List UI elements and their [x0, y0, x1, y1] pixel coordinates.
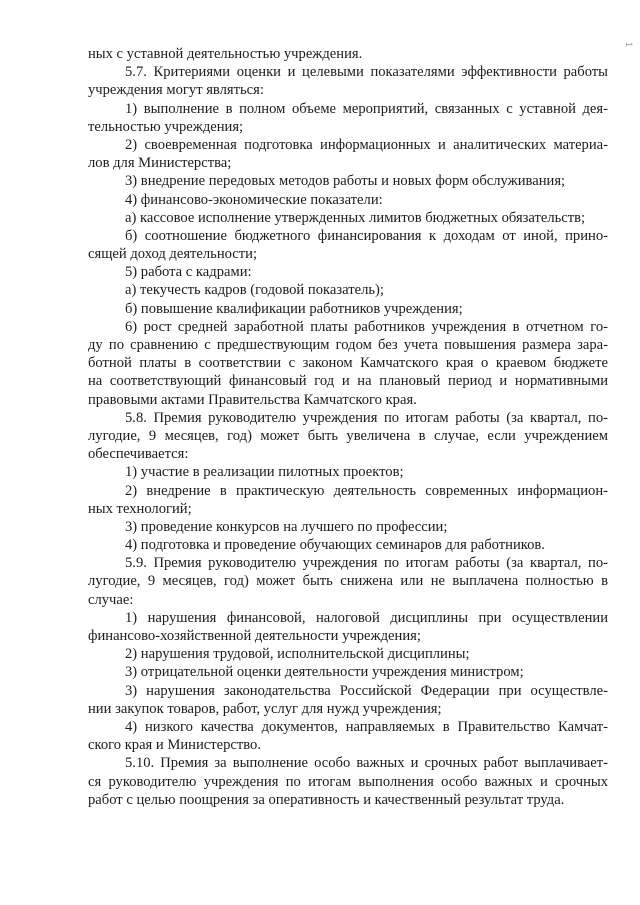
text-line: 6) рост средней заработной платы работников учреждения в отчетном го-	[125, 318, 608, 335]
text-line: лугодие, 9 месяцев, год) может быть увеличена в случае, если учреждением	[88, 427, 608, 444]
text-line: 3) нарушения законодательства Российской Федерации при осуществле-	[125, 682, 608, 699]
text-line: на соответствующий финансовый год и на плановый период и нормативными	[88, 373, 608, 390]
text-line: работ с целью поощрения за оперативность и качественный результат труда.	[88, 791, 565, 808]
text-line: а) текучесть кадров (годовой показатель);	[125, 282, 384, 299]
text-line: 5.8. Премия руководителю учреждения по итогам работы (за квартал, по-	[125, 409, 608, 426]
text-line: 3) проведение конкурсов на лучшего по профессии;	[125, 518, 448, 535]
text-line: 1) нарушения финансовой, налоговой дисциплины при осуществлении	[125, 609, 608, 626]
text-line: 5.9. Премия руководителю учреждения по итогам работы (за квартал, по-	[125, 555, 608, 572]
text-line: а) кассовое исполнение утвержденных лимитов бюджетных обязательств;	[125, 209, 586, 226]
text-line: 2) своевременная подготовка информационных и аналитических материа-	[125, 136, 608, 153]
text-line: тельностью учреждения;	[88, 118, 244, 135]
text-line: 3) отрицательной оценки деятельности учреждения министром;	[125, 664, 524, 681]
text-line: 3) внедрение передовых методов работы и новых форм обслуживания;	[125, 173, 566, 190]
text-line: ду по сравнению с предшествующим годом без учета повышения размера зара-	[88, 337, 608, 353]
text-line: 5.7. Критериями оценки и целевыми показателями эффективности работы	[125, 64, 608, 81]
text-line: 2) внедрение в практическую деятельность современных информацион-	[125, 482, 608, 499]
text-line: правовыми актами Правительства Камчатского края.	[88, 391, 417, 408]
text-line: ского края и Министерство.	[88, 737, 262, 754]
text-line: ся руководителю учреждения по итогам выполнения особо важных и срочных	[88, 773, 608, 790]
text-line: 5.10. Премия за выполнение особо важных и срочных работ выплачивает-	[125, 755, 608, 772]
text-line: б) повышение квалификации работников учреждения;	[125, 300, 463, 317]
text-line: ных технологий;	[88, 500, 192, 517]
text-line: 4) подготовка и проведение обучающих семинаров для работников.	[125, 537, 545, 554]
text-line: лов для Министерства;	[88, 155, 232, 172]
text-line: 2) нарушения трудовой, исполнительской дисциплины;	[125, 646, 470, 663]
text-line: 4) финансово-экономические показатели:	[125, 191, 383, 208]
text-line: 5) работа с кадрами:	[125, 264, 252, 281]
text-line: 4) низкого качества документов, направляемых в Правительство Камчат-	[125, 718, 608, 735]
margin-mark: 1	[624, 42, 634, 48]
document-page	[88, 45, 608, 809]
text-line: лугодие, 9 месяцев, год) может быть снижена или не выплачена полностью в	[88, 573, 608, 590]
text-line: сящей доход деятельности;	[88, 246, 258, 263]
text-line: 1) участие в реализации пилотных проектов;	[125, 464, 404, 481]
text-line: ботной платы в соответствии с законом Камчатского края о краевом бюджете	[88, 355, 608, 372]
text-line: обеспечивается:	[88, 446, 189, 463]
text-line: ных с уставной деятельностью учреждения.	[88, 46, 363, 62]
text-line: нии закупок товаров, работ, услуг для нужд учреждения;	[88, 700, 442, 717]
text-line: 1) выполнение в полном объеме мероприятий, связанных с уставной дея-	[125, 100, 608, 117]
text-line: учреждения могут являться:	[88, 82, 264, 99]
text-line: случае:	[88, 591, 134, 608]
text-line: б) соотношение бюджетного финансирования к доходам от иной, прино-	[125, 227, 608, 244]
text-line: финансово-хозяйственной деятельности учреждения;	[88, 628, 421, 644]
